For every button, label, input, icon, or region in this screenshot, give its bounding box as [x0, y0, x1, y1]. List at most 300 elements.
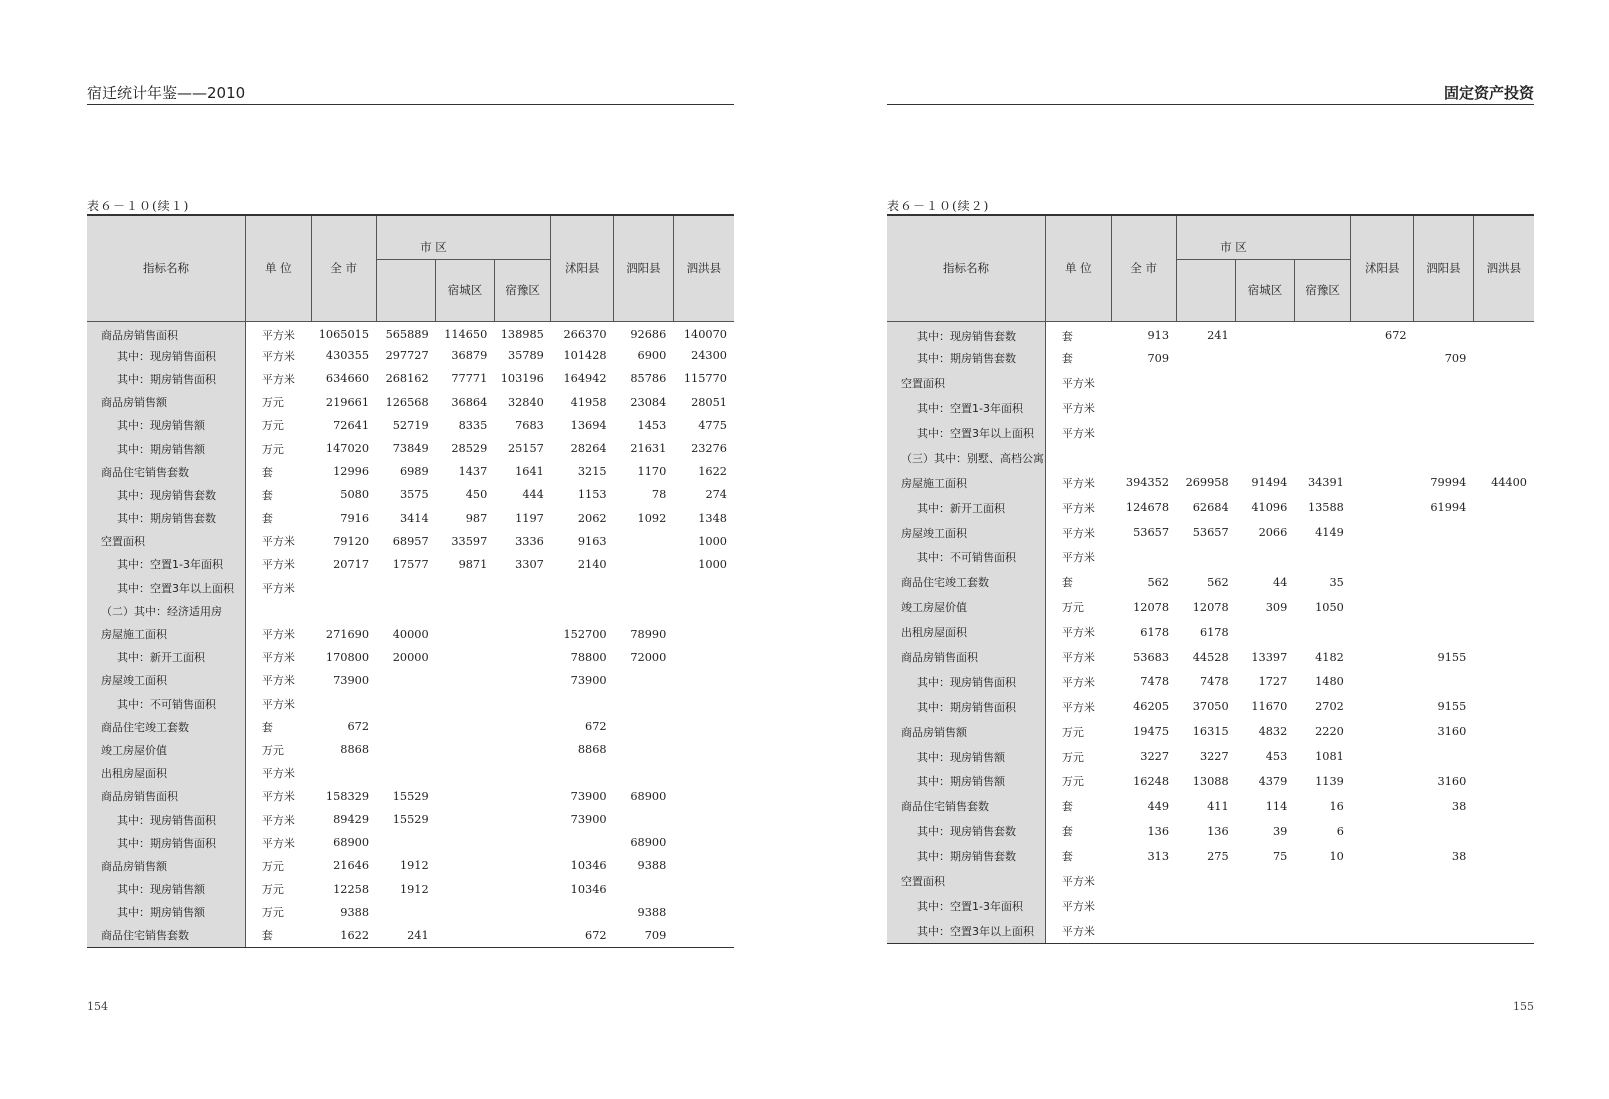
- row-indicator-name: 其中：新开工面积: [87, 646, 245, 669]
- cell-siyang: [1414, 918, 1474, 943]
- cell-sihong: [673, 854, 734, 877]
- cell-urban-district: [1176, 545, 1236, 570]
- row-unit: 套: [1061, 352, 1073, 366]
- row-indicator-name: 其中：空置1-3年面积: [887, 396, 1045, 421]
- cell-city-total: 53683: [1133, 650, 1170, 664]
- row-indicator-name: 商品房销售面积: [887, 645, 1045, 670]
- row-indicator-name: 其中：期房销售面积: [87, 831, 245, 854]
- cell-urban-district: 1912: [399, 882, 429, 896]
- cell-siyang: 1453: [637, 418, 667, 432]
- cell-urban-district: 3227: [1199, 750, 1229, 764]
- row-unit: 万元: [1061, 725, 1084, 739]
- cell-shuyang: [1351, 545, 1414, 570]
- cell-city-total: 68900: [333, 836, 370, 850]
- right-page: [887, 0, 1534, 1099]
- header-sihong: 泗洪县: [673, 215, 734, 321]
- cell-shuyang: [1351, 669, 1414, 694]
- cell-urban-district: [1176, 893, 1236, 918]
- cell-city-total: 12258: [333, 882, 370, 896]
- cell-suyuqu: 4149: [1315, 526, 1344, 540]
- table-row: [887, 346, 1534, 371]
- cell-suchengqu: 987: [465, 511, 488, 525]
- header-sihong: 泗洪县: [1473, 215, 1534, 321]
- cell-shuyang: 672: [1385, 329, 1407, 343]
- row-indicator-name: 其中：期房销售套数: [887, 844, 1045, 869]
- cell-urban-district: [376, 831, 436, 854]
- row-indicator-name: 商品住宅销售套数: [87, 460, 245, 483]
- cell-shuyang: 266370: [563, 328, 607, 342]
- cell-suchengqu: 13397: [1251, 650, 1288, 664]
- cell-suyuqu: [494, 808, 551, 831]
- cell-suyuqu: [494, 576, 551, 599]
- row-unit: 万元: [261, 906, 284, 920]
- cell-siyang: [1414, 570, 1474, 595]
- cell-suyuqu: [494, 924, 551, 947]
- cell-suyuqu: [494, 669, 551, 692]
- row-unit: 套: [245, 924, 311, 947]
- table-row: [87, 391, 734, 414]
- row-unit: 万元: [261, 883, 284, 897]
- row-unit: 平方米: [1061, 476, 1095, 490]
- header-urban-district: 市 区: [1176, 215, 1351, 259]
- table-caption: 表６－１０(续２): [887, 199, 990, 213]
- cell-suyuqu: [1294, 893, 1351, 918]
- cell-shuyang: [1351, 645, 1414, 670]
- cell-suchengqu: [1236, 545, 1295, 570]
- row-indicator-name: 空置面积: [887, 869, 1045, 894]
- cell-urban-district: 3575: [399, 488, 429, 502]
- cell-city-total: 634660: [325, 372, 370, 386]
- row-unit: 套: [261, 512, 273, 526]
- cell-siyang: 38: [1451, 849, 1467, 863]
- cell-suchengqu: [1236, 321, 1295, 346]
- cell-sihong: [673, 924, 734, 947]
- cell-urban-district: 13088: [1192, 774, 1229, 788]
- cell-siyang: 3160: [1437, 774, 1467, 788]
- cell-urban-district: [1176, 445, 1236, 470]
- row-unit: 平方米: [261, 581, 295, 595]
- cell-city-total: [311, 692, 376, 715]
- cell-suyuqu: 3307: [515, 557, 544, 571]
- cell-sihong: [1473, 396, 1534, 421]
- table-row: [87, 738, 734, 761]
- cell-shuyang: [1351, 844, 1414, 869]
- row-unit: 套: [261, 465, 273, 479]
- cell-city-total: [1111, 918, 1176, 943]
- table-row: [887, 844, 1534, 869]
- cell-city-total: 430355: [325, 349, 370, 363]
- row-indicator-name: 商品住宅竣工套数: [887, 570, 1045, 595]
- cell-suchengqu: [436, 808, 495, 831]
- cell-suyuqu: [494, 738, 551, 761]
- table-row: [887, 396, 1534, 421]
- cell-suchengqu: [1236, 371, 1295, 396]
- cell-shuyang: [1351, 445, 1414, 470]
- cell-sihong: [673, 901, 734, 924]
- cell-suchengqu: 41096: [1251, 501, 1288, 515]
- cell-urban-district: 7478: [1199, 675, 1229, 689]
- row-indicator-name: 其中：新开工面积: [887, 495, 1045, 520]
- cell-urban-district: 53657: [1192, 526, 1229, 540]
- row-indicator-name: 其中：现房销售面积: [87, 344, 245, 367]
- cell-suchengqu: 39: [1272, 824, 1288, 838]
- cell-shuyang: [1351, 694, 1414, 719]
- row-indicator-name: 其中：期房销售面积: [887, 694, 1045, 719]
- header-suchengqu: 宿城区: [436, 259, 495, 321]
- cell-city-total: [1111, 371, 1176, 396]
- row-unit: 套: [1061, 800, 1073, 814]
- cell-suchengqu: 33597: [451, 534, 488, 548]
- cell-sihong: 4775: [698, 418, 727, 432]
- cell-urban-district: 17577: [392, 557, 429, 571]
- cell-siyang: [1414, 371, 1474, 396]
- row-unit: 平方米: [261, 651, 295, 665]
- cell-shuyang: [551, 599, 614, 622]
- row-unit: 平方米: [261, 697, 295, 711]
- cell-shuyang: [1351, 719, 1414, 744]
- row-indicator-name: 空置面积: [887, 371, 1045, 396]
- cell-shuyang: 73900: [570, 789, 607, 803]
- cell-suyuqu: 138985: [500, 328, 544, 342]
- table-row: [887, 520, 1534, 545]
- cell-suchengqu: [1236, 396, 1295, 421]
- row-indicator-name: 其中：不可销售面积: [87, 692, 245, 715]
- cell-urban-district: [376, 669, 436, 692]
- cell-urban-district: [1176, 396, 1236, 421]
- cell-city-total: 12996: [333, 465, 370, 479]
- cell-city-total: 12078: [1133, 600, 1170, 614]
- cell-sihong: [673, 576, 734, 599]
- row-indicator-name: 商品住宅竣工套数: [87, 715, 245, 738]
- header-indicator-name: 指标名称: [887, 215, 1045, 321]
- table-row: [887, 669, 1534, 694]
- row-indicator-name: 其中：空置3年以上面积: [887, 918, 1045, 943]
- cell-city-total: [1111, 445, 1176, 470]
- cell-siyang: [614, 530, 674, 553]
- table-row: [887, 794, 1534, 819]
- cell-urban-district: 15529: [392, 813, 429, 827]
- cell-shuyang: [551, 576, 614, 599]
- cell-suyuqu: 1081: [1315, 750, 1344, 764]
- cell-siyang: 72000: [630, 650, 667, 664]
- cell-urban-district: [376, 576, 436, 599]
- cell-shuyang: [1351, 918, 1414, 943]
- cell-suyuqu: 13588: [1307, 501, 1344, 515]
- cell-shuyang: [1351, 470, 1414, 495]
- row-unit: 万元: [1061, 750, 1084, 764]
- cell-shuyang: 2062: [577, 511, 607, 525]
- row-unit: 平方米: [1061, 626, 1095, 640]
- row-indicator-name: 商品房销售额: [87, 391, 245, 414]
- row-indicator-name: 其中：空置3年以上面积: [887, 421, 1045, 446]
- cell-suchengqu: [436, 785, 495, 808]
- cell-suchengqu: 2066: [1258, 526, 1288, 540]
- cell-sihong: [673, 878, 734, 901]
- row-unit: 套: [1061, 825, 1073, 839]
- row-indicator-name: 其中：空置1-3年面积: [887, 893, 1045, 918]
- row-indicator-name: 其中：现房销售套数: [887, 819, 1045, 844]
- cell-suyuqu: 1197: [515, 511, 544, 525]
- cell-sihong: [673, 622, 734, 645]
- table-row: [887, 620, 1534, 645]
- cell-suyuqu: [494, 762, 551, 785]
- cell-urban-district: 52719: [392, 418, 429, 432]
- row-unit: 万元: [261, 442, 284, 456]
- cell-siyang: 68900: [630, 836, 667, 850]
- cell-suyuqu: [494, 715, 551, 738]
- table-row: [87, 924, 734, 947]
- table-body: [887, 321, 1534, 943]
- row-indicator-name: 其中：现房销售套数: [87, 483, 245, 506]
- cell-suchengqu: 453: [1265, 750, 1288, 764]
- cell-suyuqu: 34391: [1307, 476, 1344, 490]
- cell-shuyang: 672: [551, 924, 614, 947]
- cell-shuyang: [1351, 744, 1414, 769]
- cell-suyuqu: [494, 854, 551, 877]
- cell-city-total: [1111, 421, 1176, 446]
- row-indicator-name: 其中：现房销售面积: [887, 669, 1045, 694]
- table-row: [87, 901, 734, 924]
- cell-suchengqu: 114: [1265, 799, 1288, 813]
- cell-suyuqu: [494, 878, 551, 901]
- cell-suchengqu: [1236, 346, 1295, 371]
- cell-urban-district: [1176, 869, 1236, 894]
- row-unit: 平方米: [1061, 377, 1095, 391]
- cell-urban-district: 268162: [385, 372, 429, 386]
- cell-sihong: [1473, 694, 1534, 719]
- cell-suyuqu: [1294, 918, 1351, 943]
- cell-sihong: 274: [705, 488, 727, 502]
- cell-sihong: [1473, 445, 1534, 470]
- cell-shuyang: 78800: [570, 650, 607, 664]
- row-unit: 万元: [261, 396, 284, 410]
- cell-sihong: [1473, 545, 1534, 570]
- statistics-table: [87, 214, 734, 948]
- cell-city-total: 124678: [1125, 501, 1170, 515]
- cell-suchengqu: [436, 738, 495, 761]
- cell-siyang: [1414, 445, 1474, 470]
- cell-urban-district: 297727: [385, 349, 429, 363]
- table-row: [87, 854, 734, 877]
- cell-sihong: [1473, 620, 1534, 645]
- cell-siyang: [1414, 421, 1474, 446]
- table-row: [887, 371, 1534, 396]
- row-indicator-name: 商品住宅销售套数: [887, 794, 1045, 819]
- cell-shuyang: 73900: [570, 673, 607, 687]
- cell-siyang: [1414, 595, 1474, 620]
- table-row: [887, 595, 1534, 620]
- cell-suyuqu: 6: [1336, 824, 1344, 838]
- row-indicator-name: 其中：期房销售额: [87, 901, 245, 924]
- cell-city-total: 21646: [333, 859, 370, 873]
- cell-shuyang: [1351, 520, 1414, 545]
- cell-urban-district: 16315: [1192, 725, 1229, 739]
- cell-siyang: 78990: [630, 627, 667, 641]
- row-indicator-name: 其中：期房销售套数: [87, 507, 245, 530]
- header-city-total: 全 市: [1111, 215, 1176, 321]
- cell-shuyang: [551, 831, 614, 854]
- cell-suyuqu: 16: [1329, 799, 1344, 813]
- cell-siyang: [1414, 744, 1474, 769]
- cell-suyuqu: 2220: [1315, 725, 1344, 739]
- cell-urban-district: [376, 692, 436, 715]
- cell-urban-district: 15529: [392, 789, 429, 803]
- row-indicator-name: 出租房屋面积: [887, 620, 1045, 645]
- cell-shuyang: 10346: [570, 859, 607, 873]
- cell-suchengqu: 91494: [1251, 476, 1288, 490]
- cell-siyang: [1414, 869, 1474, 894]
- cell-urban-district: 565889: [385, 328, 429, 342]
- row-unit: 平方米: [261, 628, 295, 642]
- cell-siyang: [614, 878, 674, 901]
- cell-shuyang: 164942: [563, 372, 607, 386]
- cell-urban-district: [1176, 371, 1236, 396]
- header-unit: 单 位: [245, 215, 311, 321]
- cell-siyang: 78: [651, 488, 667, 502]
- cell-urban-district: 3414: [399, 511, 429, 525]
- cell-suyuqu: [494, 599, 551, 622]
- cell-shuyang: 1153: [577, 488, 607, 502]
- cell-siyang: 9155: [1437, 650, 1467, 664]
- cell-city-total: 672: [347, 720, 370, 734]
- row-unit: 平方米: [1061, 427, 1095, 440]
- row-indicator-name: 空置面积: [87, 530, 245, 553]
- cell-suchengqu: [436, 646, 495, 669]
- cell-urban-district: 241: [376, 924, 436, 947]
- cell-suchengqu: [1236, 620, 1295, 645]
- cell-suyuqu: [494, 692, 551, 715]
- cell-shuyang: [551, 762, 614, 785]
- row-unit: 平方米: [261, 790, 295, 804]
- cell-city-total: 9388: [340, 905, 370, 919]
- cell-siyang: 68900: [630, 789, 667, 803]
- cell-sihong: [673, 692, 734, 715]
- cell-sihong: [1473, 844, 1534, 869]
- table-row: [87, 762, 734, 785]
- row-unit: 万元: [261, 419, 284, 433]
- cell-city-total: 449: [1147, 799, 1170, 813]
- cell-suchengqu: 114650: [444, 328, 488, 342]
- cell-suyuqu: [494, 622, 551, 645]
- cell-suchengqu: [436, 599, 495, 622]
- row-indicator-name: 其中：现房销售额: [87, 878, 245, 901]
- table-row: [87, 622, 734, 645]
- header-siyang: 泗阳县: [1414, 215, 1474, 321]
- cell-urban-district: 6178: [1199, 625, 1229, 639]
- row-unit: 平方米: [1061, 675, 1095, 689]
- row-unit: 平方米: [261, 813, 295, 827]
- cell-city-total: 1065015: [318, 328, 370, 342]
- cell-siyang: 21631: [630, 442, 667, 456]
- row-indicator-name: 其中：现房销售面积: [87, 808, 245, 831]
- cell-sihong: [1473, 595, 1534, 620]
- table-row: [87, 785, 734, 808]
- table-row: [887, 869, 1534, 894]
- cell-siyang: [614, 576, 674, 599]
- cell-siyang: [614, 738, 674, 761]
- cell-siyang: [1414, 620, 1474, 645]
- cell-siyang: [614, 669, 674, 692]
- cell-sihong: [1473, 520, 1534, 545]
- cell-city-total: 313: [1147, 849, 1170, 863]
- cell-city-total: [311, 576, 376, 599]
- cell-sihong: [1473, 769, 1534, 794]
- row-unit: 套: [1061, 576, 1073, 590]
- cell-sihong: 24300: [691, 349, 727, 363]
- cell-siyang: [614, 808, 674, 831]
- table-row: [887, 744, 1534, 769]
- cell-suyuqu: 32840: [507, 395, 544, 409]
- cell-shuyang: [1351, 794, 1414, 819]
- cell-suchengqu: [436, 924, 495, 947]
- cell-suchengqu: 309: [1265, 600, 1288, 614]
- cell-sihong: 140070: [683, 328, 727, 342]
- cell-urban-district: [376, 738, 436, 761]
- cell-shuyang: [551, 901, 614, 924]
- cell-shuyang: [1351, 570, 1414, 595]
- cell-suchengqu: 36879: [451, 349, 488, 363]
- table-row: [87, 646, 734, 669]
- table-row: [887, 918, 1534, 943]
- cell-siyang: [614, 715, 674, 738]
- cell-suyuqu: [1294, 421, 1351, 446]
- cell-urban-district: 12078: [1192, 600, 1229, 614]
- row-unit: 平方米: [261, 836, 295, 850]
- cell-city-total: [1111, 396, 1176, 421]
- header-siyang: 泗阳县: [614, 215, 674, 321]
- row-unit: 套: [1061, 850, 1073, 864]
- row-unit: 平方米: [261, 674, 295, 688]
- table-row: [87, 507, 734, 530]
- table-row: [887, 570, 1534, 595]
- cell-urban-district: 275: [1207, 849, 1229, 863]
- cell-siyang: 85786: [630, 372, 667, 386]
- cell-sihong: 28051: [691, 395, 727, 409]
- cell-urban-district: 269958: [1185, 476, 1229, 490]
- cell-city-total: 46205: [1133, 700, 1170, 714]
- cell-urban-district: 37050: [1192, 700, 1229, 714]
- cell-city-total: 16248: [1133, 774, 1170, 788]
- cell-urban-district: [376, 901, 436, 924]
- cell-sihong: [1473, 869, 1534, 894]
- row-unit: 平方米: [1061, 526, 1095, 540]
- cell-sihong: 1348: [698, 511, 727, 525]
- statistics-table: [887, 214, 1534, 944]
- table-row: [87, 414, 734, 437]
- table-row: [887, 893, 1534, 918]
- cell-urban-district: 62684: [1192, 501, 1229, 515]
- row-unit: 万元: [261, 743, 284, 757]
- cell-siyang: [614, 762, 674, 785]
- running-head-chapter: 固定资产投资: [887, 82, 1534, 105]
- cell-suyuqu: 2702: [1315, 700, 1344, 714]
- table-row: [887, 819, 1534, 844]
- header-indicator-name: 指标名称: [87, 215, 245, 321]
- cell-shuyang: [1351, 421, 1414, 446]
- cell-suchengqu: [436, 878, 495, 901]
- cell-city-total: 913: [1147, 329, 1170, 343]
- cell-siyang: 1170: [637, 465, 667, 479]
- row-indicator-name: 房屋竣工面积: [87, 669, 245, 692]
- header-city-total: 全 市: [311, 215, 376, 321]
- cell-urban-district: 411: [1207, 799, 1229, 813]
- row-unit: 平方米: [261, 558, 295, 572]
- cell-shuyang: [1351, 620, 1414, 645]
- cell-shuyang: [1351, 396, 1414, 421]
- header-urban-blank: [1176, 259, 1236, 321]
- cell-suchengqu: [436, 692, 495, 715]
- cell-suyuqu: [1294, 620, 1351, 645]
